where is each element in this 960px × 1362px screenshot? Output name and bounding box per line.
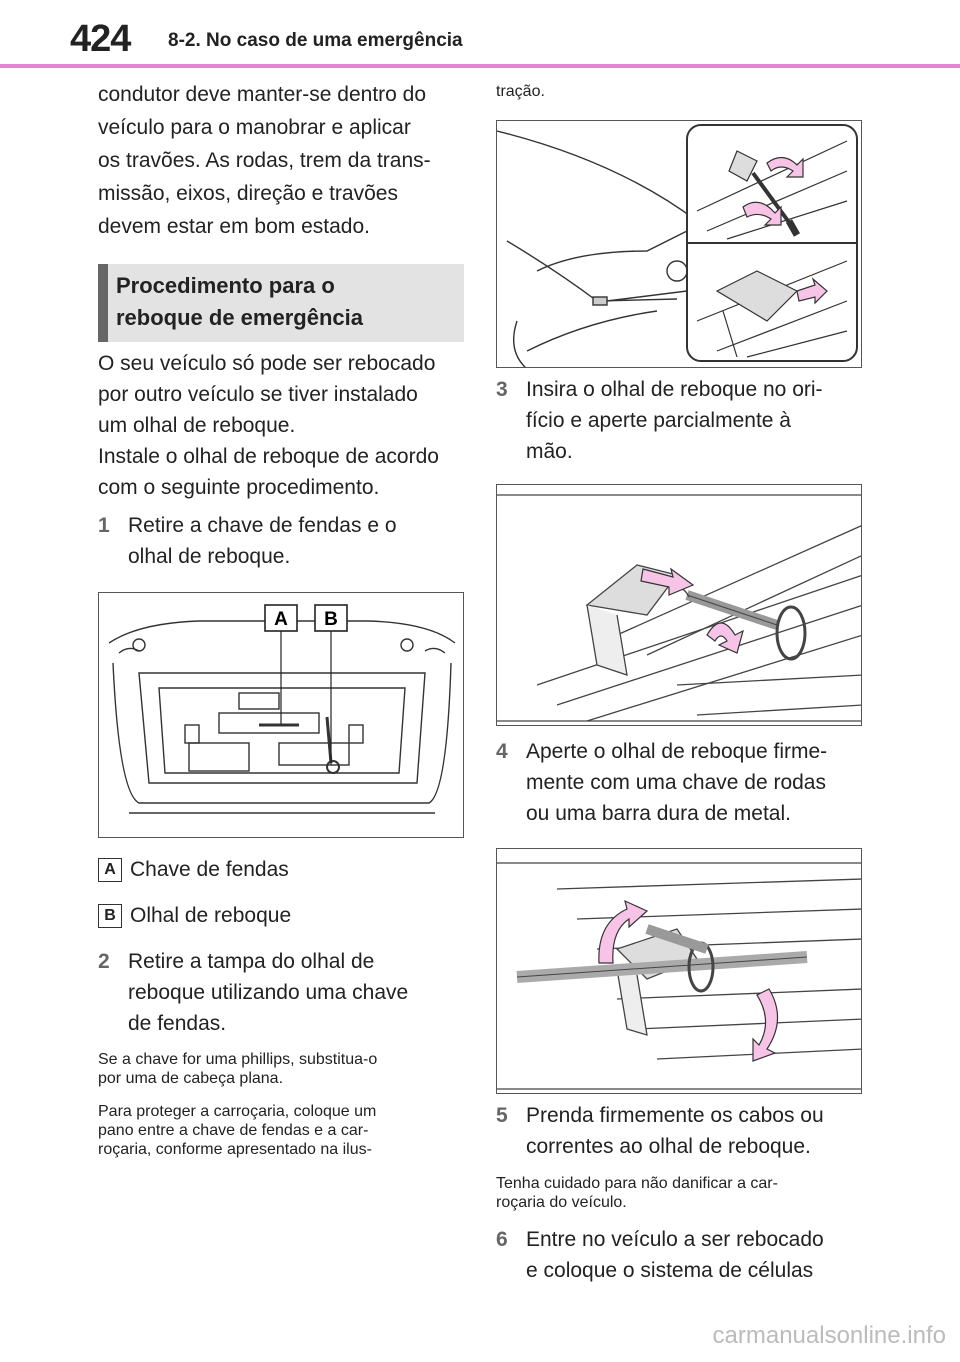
trunk-illustration bbox=[99, 593, 464, 838]
note-line: Se a chave for uma phillips, substitua-o bbox=[98, 1051, 378, 1068]
step-2 bbox=[98, 946, 466, 1039]
step-1 bbox=[98, 510, 466, 572]
procedure-line: por outro veículo se tiver instalado bbox=[98, 383, 418, 406]
figure-insert-eyelet bbox=[496, 484, 862, 726]
step-line: de fendas. bbox=[128, 1012, 227, 1035]
heading-line: Procedimento para o bbox=[116, 273, 335, 298]
page-number: 424 bbox=[70, 18, 131, 60]
step-number: 6 bbox=[496, 1228, 508, 1251]
legend-item-b bbox=[98, 902, 291, 930]
note-line: roçaria do veículo. bbox=[496, 1194, 627, 1211]
intro-line: condutor deve manter-se dentro do bbox=[98, 83, 427, 106]
step-line: reboque utilizando uma chave bbox=[128, 981, 409, 1004]
watermark: carmanualsonline.info bbox=[712, 1322, 946, 1349]
procedure-heading-box bbox=[98, 264, 464, 342]
note-protect bbox=[98, 1102, 466, 1159]
step-line: Prenda firmemente os cabos ou bbox=[526, 1104, 824, 1127]
step-number: 5 bbox=[496, 1104, 508, 1127]
intro-line: veículo para o manobrar e aplicar bbox=[98, 116, 411, 139]
section-title: 8-2. No caso de uma emergência bbox=[168, 30, 463, 51]
intro-line: os travões. As rodas, trem da trans- bbox=[98, 149, 431, 172]
figure-remove-cover bbox=[496, 120, 862, 368]
callout-b: B bbox=[324, 609, 338, 630]
step-number: 4 bbox=[496, 740, 508, 763]
step-5 bbox=[496, 1100, 862, 1162]
legend-badge: A bbox=[98, 858, 122, 882]
legend-badge: B bbox=[98, 904, 122, 928]
step-line: correntes ao olhal de reboque. bbox=[526, 1135, 811, 1158]
step-6 bbox=[496, 1224, 862, 1286]
procedure-line: com o seguinte procedimento. bbox=[98, 476, 380, 499]
page-header bbox=[0, 0, 960, 70]
step-line: Retire a chave de fendas e o bbox=[128, 514, 397, 537]
step-line: Insira o olhal de reboque no ori- bbox=[526, 378, 823, 401]
intro-line: missão, eixos, direção e travões bbox=[98, 182, 398, 205]
callout-a: A bbox=[274, 609, 288, 630]
insert-eyelet-illustration bbox=[497, 485, 862, 726]
step-line: Retire a tampa do olhal de bbox=[128, 950, 375, 973]
legend-item-a bbox=[98, 856, 289, 884]
heading-accent-bar bbox=[98, 264, 108, 342]
step-line: fício e aperte parcialmente à bbox=[526, 409, 791, 432]
step-line: mente com uma chave de rodas bbox=[526, 771, 826, 794]
step-line: ou uma barra dura de metal. bbox=[526, 802, 791, 825]
procedure-line: um olhal de reboque. bbox=[98, 414, 296, 437]
procedure-line: Instale o olhal de reboque de acordo bbox=[98, 445, 439, 468]
intro-paragraph bbox=[98, 78, 466, 243]
note-line: roçaria, conforme apresentado na ilus- bbox=[98, 1141, 372, 1158]
note-line: Para proteger a carroçaria, coloque um bbox=[98, 1103, 377, 1120]
heading-line: reboque de emergência bbox=[116, 305, 363, 330]
step-line: mão. bbox=[526, 440, 573, 463]
step-number: 2 bbox=[98, 950, 110, 973]
legend-text: Olhal de reboque bbox=[130, 904, 292, 927]
header-rule bbox=[0, 64, 960, 68]
figure-tighten-eyelet bbox=[496, 848, 862, 1094]
note-line: pano entre a chave de fendas e a car- bbox=[98, 1122, 369, 1139]
note-phillips bbox=[98, 1050, 466, 1088]
procedure-heading bbox=[116, 270, 363, 334]
step-3 bbox=[496, 374, 862, 467]
step-line: Entre no veículo a ser rebocado bbox=[526, 1228, 824, 1251]
step-number: 1 bbox=[98, 514, 110, 537]
step-line: e coloque o sistema de células bbox=[526, 1259, 814, 1282]
rotate-arrow-icon bbox=[707, 623, 743, 653]
note-line: Tenha cuidado para não danificar a car- bbox=[496, 1175, 778, 1192]
step-number: 3 bbox=[496, 378, 508, 401]
step-line: olhal de reboque. bbox=[128, 545, 291, 568]
cover-removal-illustration bbox=[497, 121, 862, 368]
note-continuation: tração. bbox=[496, 83, 545, 100]
note-careful bbox=[496, 1174, 862, 1212]
note-line: por uma de cabeça plana. bbox=[98, 1070, 284, 1087]
rotate-down-arrow-icon bbox=[753, 989, 778, 1061]
figure-trunk-tools bbox=[98, 592, 464, 838]
step-4 bbox=[496, 736, 862, 829]
legend-text: Chave de fendas bbox=[130, 858, 289, 881]
intro-line: devem estar em bom estado. bbox=[98, 215, 370, 238]
procedure-line: O seu veículo só pode ser rebocado bbox=[98, 352, 436, 375]
step-line: Aperte o olhal de reboque firme- bbox=[526, 740, 828, 763]
tighten-eyelet-illustration bbox=[497, 849, 862, 1094]
procedure-paragraph bbox=[98, 348, 466, 503]
